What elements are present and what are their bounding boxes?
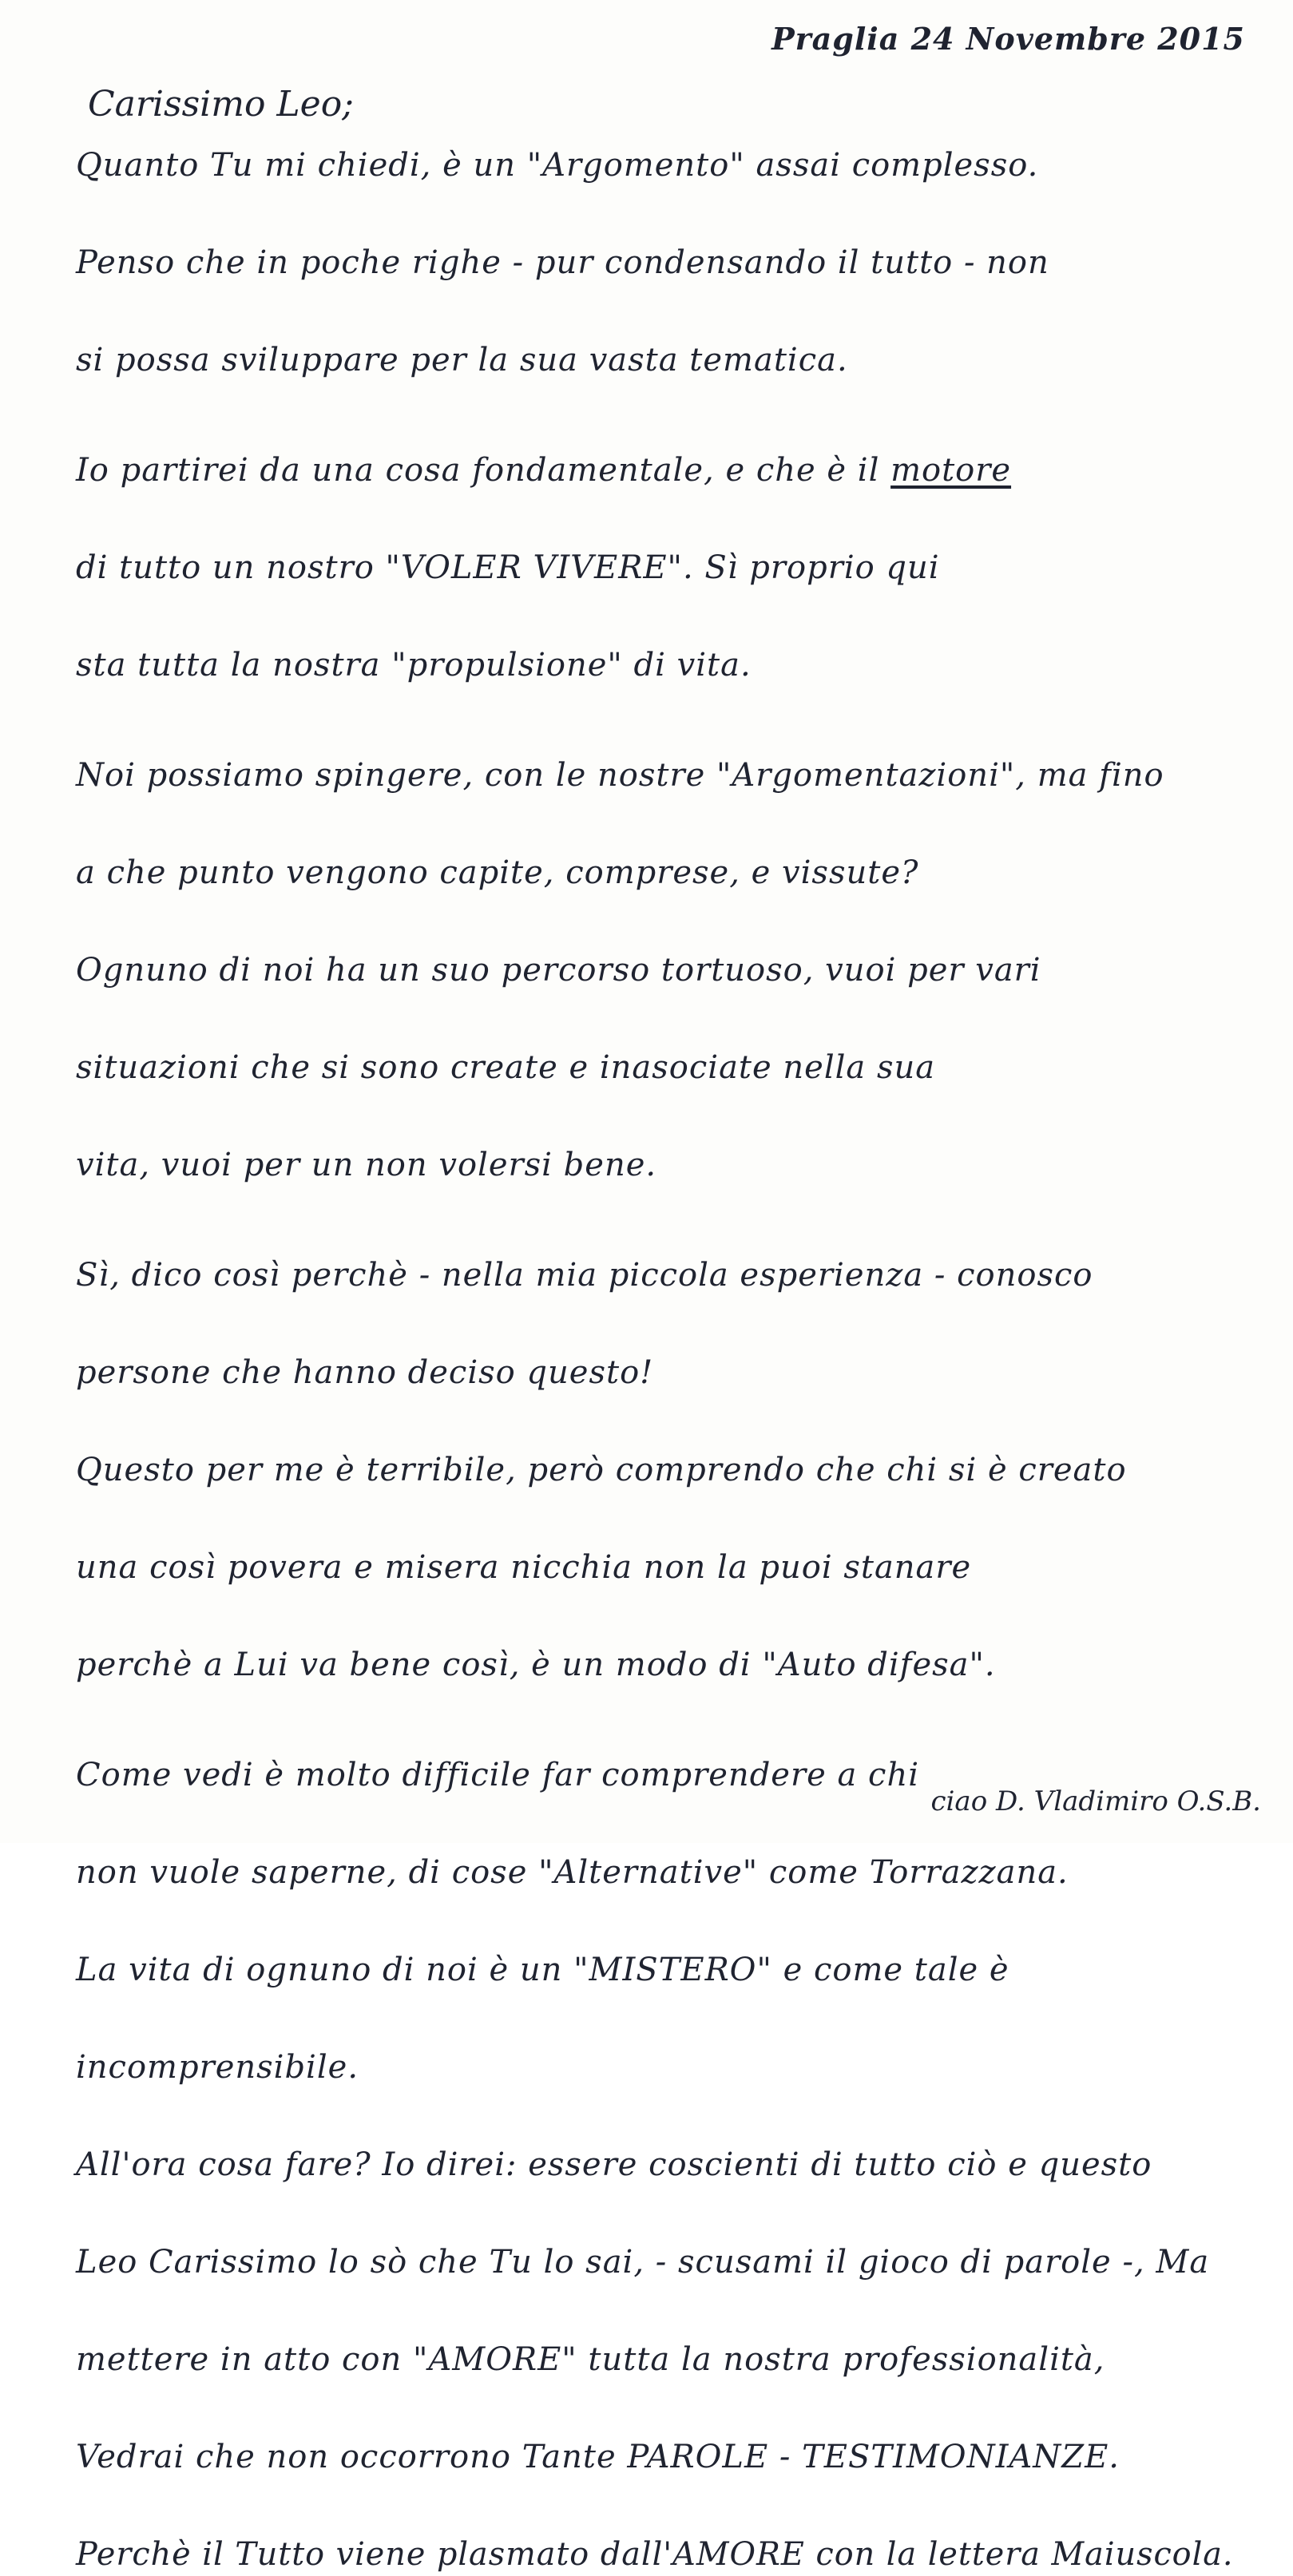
letter-line-16: perchè a Lui va bene così, è un modo di "Auto difesa". <box>76 1647 996 1683</box>
underlined-word: motore <box>890 452 1012 489</box>
letter-line-12: Sì, dico così perchè - nella mia piccola esperienza - conosco <box>76 1257 1093 1294</box>
letter-body <box>76 144 1234 2576</box>
letter-line-19: La vita di ognuno di noi è un "MISTERO" e come tale è <box>76 1952 1009 1988</box>
letter-line-21: All'ora cosa fare? Io direi: essere coscienti di tutto ciò e questo <box>76 2146 1152 2183</box>
letter-line-15: una così povera e misera nicchia non la puoi stanare <box>76 1549 972 1586</box>
letter-line-24: Vedrai che non occorrono Tante PAROLE - TESTIMONIANZE. <box>76 2439 1120 2475</box>
letter-line-22: Leo Carissimo lo sò che Tu lo sai, - scusami il gioco di parole -, Ma <box>76 2244 1210 2281</box>
letter-line-2: Penso che in poche righe - pur condensando il tutto - non <box>76 244 1049 281</box>
letter-dateline: Praglia 24 Novembre 2015 <box>771 21 1245 57</box>
letter-line-7: Noi possiamo spingere, con le nostre "Argomentazioni", ma fino <box>76 757 1164 794</box>
letter-line-4-text: Io partirei da una cosa fondamentale, e che è il <box>76 452 891 489</box>
letter-line-4 <box>76 449 1234 492</box>
letter-line-1: Quanto Tu mi chiedi, è un "Argomento" assai complesso. <box>76 147 1039 184</box>
letter-salutation: Carissimo Leo; <box>88 84 355 125</box>
letter-line-10: situazioni che si sono create e inasociate nella sua <box>76 1049 936 1086</box>
letter-line-13: persone che hanno deciso questo! <box>76 1354 654 1391</box>
letter-line-11: vita, vuoi per un non volersi bene. <box>76 1147 657 1183</box>
letter-line-14: Questo per me è terribile, però comprendo che chi si è creato <box>76 1452 1127 1488</box>
letter-line-17: Come vedi è molto difficile far comprendere a chi <box>76 1757 919 1793</box>
letter-line-6: sta tutta la nostra "propulsione" di vita. <box>76 647 752 684</box>
letter-line-18: non vuole saperne, di cose "Alternative" come Torrazzana. <box>76 1854 1069 1891</box>
letter-line-25: Perchè il Tutto viene plasmato dall'AMORE con la lettera Maiuscola. <box>76 2536 1234 2573</box>
letter-line-8: a che punto vengono capite, comprese, e vissute? <box>76 854 919 891</box>
letter-line-20: incomprensibile. <box>76 2049 359 2086</box>
letter-line-9: Ognuno di noi ha un suo percorso tortuoso, vuoi per vari <box>76 952 1041 989</box>
letter-line-3: si possa sviluppare per la sua vasta tematica. <box>76 342 848 378</box>
letter-signature: ciao D. Vladimiro O.S.B. <box>930 1785 1261 1817</box>
letter-line-23: mettere in atto con "AMORE" tutta la nostra professionalità, <box>76 2341 1105 2378</box>
letter-line-5: di tutto un nostro "VOLER VIVERE". Sì proprio qui <box>76 549 940 586</box>
